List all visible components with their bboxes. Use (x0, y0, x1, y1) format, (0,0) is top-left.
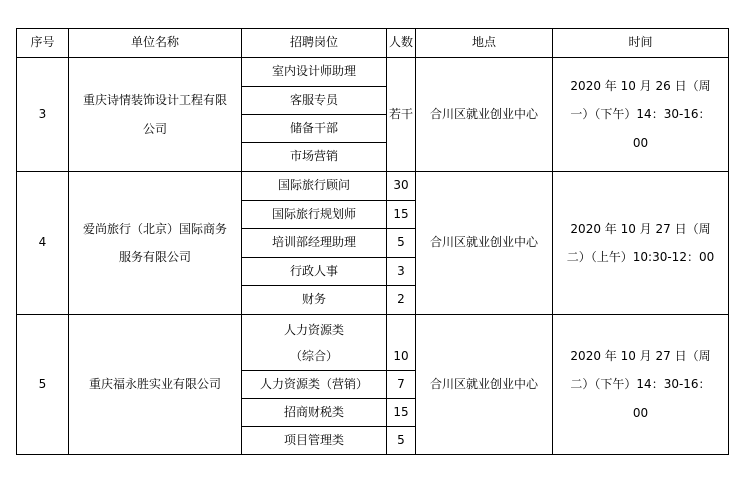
header-row (17, 29, 729, 58)
headcount-cell: 5 (387, 427, 416, 455)
position-cell: 客服专员 (242, 87, 387, 115)
headcount-cell: 15 (387, 399, 416, 427)
table-row (17, 58, 729, 87)
position-cell: 储备干部 (242, 115, 387, 143)
headcount-cell: 30 (387, 172, 416, 201)
position-cell: 招商财税类 (242, 399, 387, 427)
header-location: 地点 (416, 29, 553, 58)
position-cell: 国际旅行顾问 (242, 172, 387, 201)
position-cell (242, 315, 387, 371)
position-name-line: （综合） (289, 348, 338, 363)
position-cell: 财务 (242, 286, 387, 315)
company-name-cell: 重庆诗情装饰设计工程有限公司 (69, 58, 242, 172)
serial-no-cell: 4 (17, 172, 69, 315)
position-name-line: 人力资源类 (283, 322, 344, 337)
position-cell: 行政人事 (242, 258, 387, 286)
header-headcount: 人数 (387, 29, 416, 58)
headcount-cell: 7 (387, 371, 416, 399)
header-time: 时间 (553, 29, 729, 58)
header-company-name: 单位名称 (69, 29, 242, 58)
header-positions: 招聘岗位 (242, 29, 387, 58)
headcount-cell: 5 (387, 229, 416, 258)
headcount-cell: 若干 (387, 58, 416, 172)
position-cell: 国际旅行规划师 (242, 201, 387, 229)
table-row (17, 172, 729, 201)
time-cell: 2020 年 10 月 27 日（周二）（上午）10:30-12：00 (553, 172, 729, 315)
recruitment-table (16, 28, 729, 455)
position-cell: 人力资源类（营销） (242, 371, 387, 399)
headcount-cell: 3 (387, 258, 416, 286)
company-name-cell: 爱尚旅行（北京）国际商务服务有限公司 (69, 172, 242, 315)
position-cell: 市场营销 (242, 143, 387, 172)
table-row (17, 315, 729, 371)
location-cell: 合川区就业创业中心 (416, 315, 553, 455)
time-cell: 2020 年 10 月 27 日（周二）（下午）14：30-16：00 (553, 315, 729, 455)
headcount-cell: 10 (387, 315, 416, 371)
position-cell: 室内设计师助理 (242, 58, 387, 87)
headcount-cell: 2 (387, 286, 416, 315)
header-serial-no: 序号 (17, 29, 69, 58)
company-name-cell: 重庆福永胜实业有限公司 (69, 315, 242, 455)
location-cell: 合川区就业创业中心 (416, 58, 553, 172)
location-cell: 合川区就业创业中心 (416, 172, 553, 315)
position-cell: 培训部经理助理 (242, 229, 387, 258)
position-cell: 项目管理类 (242, 427, 387, 455)
serial-no-cell: 3 (17, 58, 69, 172)
time-cell: 2020 年 10 月 26 日（周一）（下午）14：30-16：00 (553, 58, 729, 172)
headcount-cell: 15 (387, 201, 416, 229)
serial-no-cell: 5 (17, 315, 69, 455)
